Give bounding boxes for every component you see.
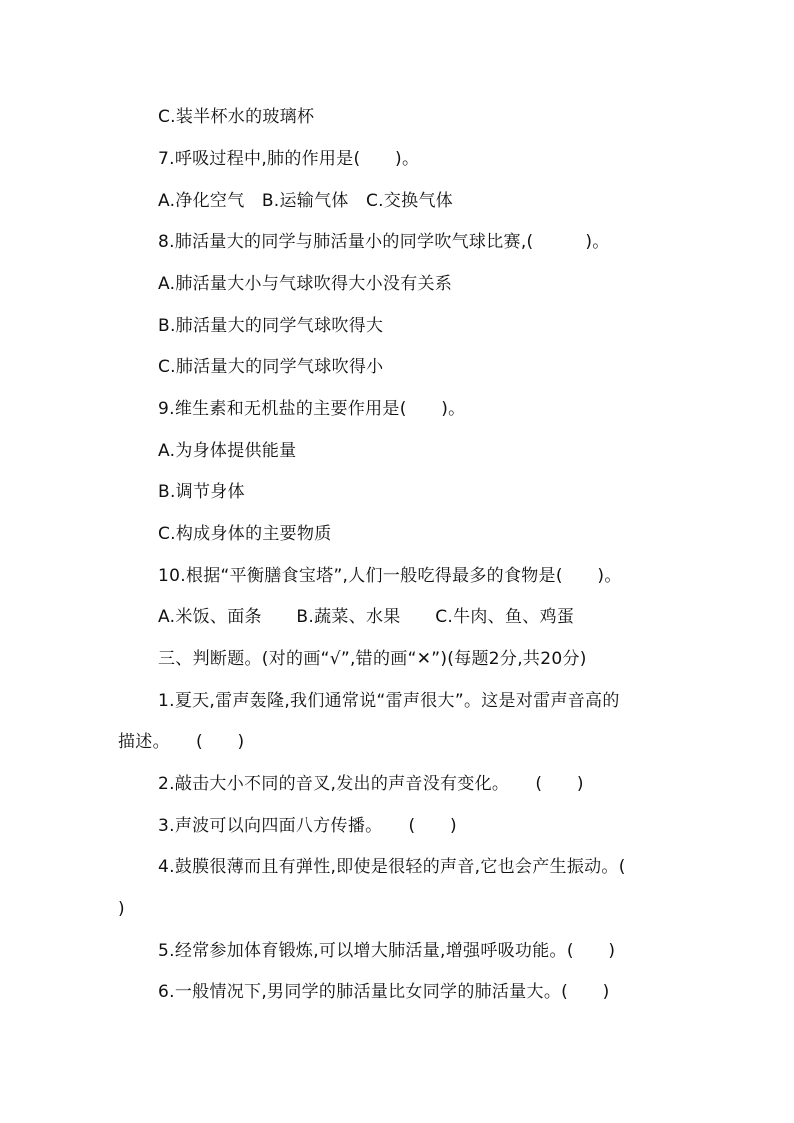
question-8-option-b: B.肺活量大的同学气球吹得大 xyxy=(158,316,384,336)
question-10: 10.根据“平衡膳食宝塔”,人们一般吃得最多的食物是( )。 xyxy=(158,566,622,586)
tf-question-6: 6.一般情况下,男同学的肺活量比女同学的肺活量大。( ) xyxy=(158,982,610,1002)
question-8: 8.肺活量大的同学与肺活量小的同学吹气球比赛,( )。 xyxy=(158,232,610,252)
tf-question-1: 1.夏天,雷声轰隆,我们通常说“雷声很大”。这是对雷声音高的 xyxy=(158,691,620,711)
question-8-option-c: C.肺活量大的同学气球吹得小 xyxy=(158,357,384,377)
question-7-options: A.净化空气 B.运输气体 C.交换气体 xyxy=(158,191,454,211)
section-heading-true-false: 三、判断题。(对的画“√”,错的画“✕”)(每题2分,共20分) xyxy=(158,649,587,669)
tf-question-5: 5.经常参加体育锻炼,可以增大肺活量,增强呼吸功能。( ) xyxy=(158,941,616,961)
tf-question-3: 3.声波可以向四面八方传播。 ( ) xyxy=(158,816,457,836)
question-8-option-a: A.肺活量大小与气球吹得大小没有关系 xyxy=(158,274,453,294)
tf-question-1-continued: 描述。 ( ) xyxy=(118,732,245,752)
question-9: 9.维生素和无机盐的主要作用是( )。 xyxy=(158,399,466,419)
question-7: 7.呼吸过程中,肺的作用是( )。 xyxy=(158,149,420,169)
tf-question-4: 4.鼓膜很薄而且有弹性,即使是很轻的声音,它也会产生振动。( xyxy=(158,857,626,877)
question-9-option-b: B.调节身体 xyxy=(158,482,245,502)
question-9-option-a: A.为身体提供能量 xyxy=(158,441,297,461)
option-line: C.装半杯水的玻璃杯 xyxy=(158,107,315,127)
question-10-options: A.米饭、面条 B.蔬菜、水果 C.牛肉、鱼、鸡蛋 xyxy=(158,607,575,627)
tf-question-4-continued: ) xyxy=(118,899,125,919)
question-9-option-c: C.构成身体的主要物质 xyxy=(158,524,332,544)
tf-question-2: 2.敲击大小不同的音叉,发出的声音没有变化。 ( ) xyxy=(158,774,584,794)
